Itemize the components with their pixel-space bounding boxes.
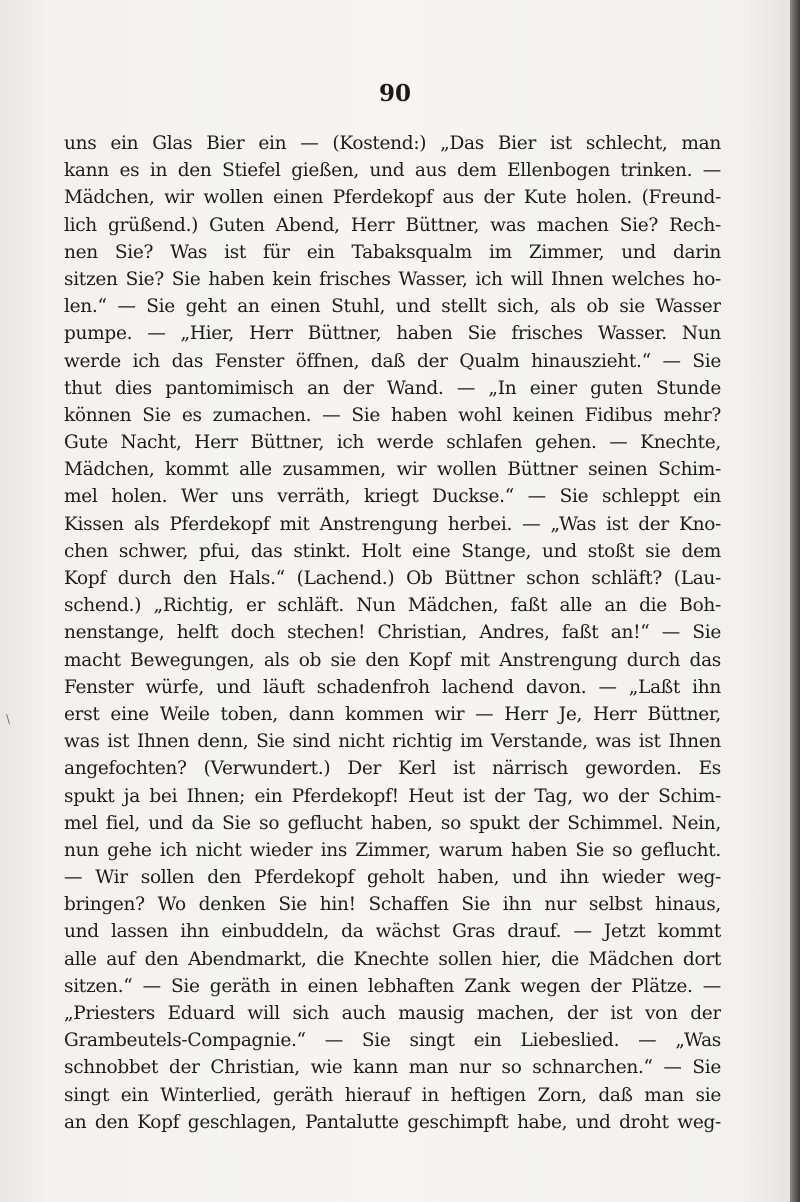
text-line: Mädchen, kommt alle zusammen, wir wollen Büttner seinen Schim- <box>64 459 721 481</box>
text-line: Fenster würfe, und läuft schadenfroh lachend davon. — „Laßt ihn <box>64 676 721 698</box>
text-line: uns ein Glas Bier ein — (Kostend:) „Das Bier ist schlecht, man <box>64 133 721 154</box>
text-line: mel holen. Wer uns verräth, kriegt Duckse.“ — Sie schleppt ein <box>64 486 721 508</box>
text-line: Gute Nacht, Herr Büttner, ich werde schlafen gehen. — Knechte, <box>64 432 721 454</box>
text-line: singt ein Winterlied, geräth hierauf in heftigen Zorn, daß man sie <box>64 1084 721 1106</box>
text-line: nenstange, helft doch stechen! Christian, Andres, faßt an!“ — Sie <box>64 622 721 644</box>
text-line: mel fiel, und da Sie so geflucht haben, so spukt der Schimmel. Nein, <box>64 812 721 834</box>
text-line: erst eine Weile toben, dann kommen wir — Herr Je, Herr Büttner, <box>64 703 721 725</box>
text-line: was ist Ihnen denn, Sie sind nicht richtig im Verstande, was ist Ihnen <box>64 731 721 753</box>
body-text <box>64 130 721 1136</box>
text-line: können Sie es zumachen. — Sie haben wohl keinen Fidibus mehr? <box>64 404 721 426</box>
text-line: nen Sie? Was ist für ein Tabaksqualm im Zimmer, und darin <box>64 241 721 263</box>
margin-mark: \ <box>6 712 11 726</box>
text-line: werde ich das Fenster öffnen, daß der Qualm hinauszieht.“ — Sie <box>64 350 721 372</box>
text-line: spukt ja bei Ihnen; ein Pferdekopf! Heut ist der Tag, wo der Schim- <box>64 785 721 807</box>
text-line: Kissen als Pferdekopf mit Anstrengung herbei. — „Was ist der Kno- <box>64 513 721 535</box>
text-line: Mädchen, wir wollen einen Pferdekopf aus der Kute holen. (Freund- <box>64 187 721 209</box>
text-line: nun gehe ich nicht wieder ins Zimmer, warum haben Sie so geflucht. <box>64 839 721 861</box>
text-line: schend.) „Richtig, er schläft. Nun Mädchen, faßt alle an die Boh- <box>64 595 721 617</box>
text-line: sitzen.“ — Sie geräth in einen lebhaften Zank wegen der Plätze. — <box>64 975 721 997</box>
text-line: schnobbet der Christian, wie kann man nur so schnarchen.“ — Sie <box>64 1057 721 1079</box>
text-line: und lassen ihn einbuddeln, da wächst Gras drauf. — Jetzt kommt <box>64 921 721 943</box>
text-line: „Priesters Eduard will sich auch mausig machen, der ist von der <box>64 1003 721 1024</box>
text-line: angefochten? (Verwundert.) Der Kerl ist närrisch geworden. Es <box>64 758 721 780</box>
text-line: Kopf durch den Hals.“ (Lachend.) Ob Büttner schon schläft? (Lau- <box>64 568 721 589</box>
text-line: lich grüßend.) Guten Abend, Herr Büttner, was machen Sie? Rech- <box>64 214 721 236</box>
text-line: — Wir sollen den Pferdekopf geholt haben, und ihn wieder weg- <box>64 867 721 889</box>
text-line: len.“ — Sie geht an einen Stuhl, und stellt sich, als ob sie Wasser <box>64 296 721 318</box>
text-line: sitzen Sie? Sie haben kein frisches Wasser, ich will Ihnen welches ho- <box>64 268 721 290</box>
text-line: Grambeutels-Compagnie.“ — Sie singt ein Liebeslied. — „Was <box>64 1030 721 1052</box>
text-line: thut dies pantomimisch an der Wand. — „In einer guten Stunde <box>64 377 721 399</box>
text-line: alle auf den Abendmarkt, die Knechte sollen hier, die Mädchen dort <box>64 948 721 970</box>
page-number: 90 <box>378 80 411 107</box>
text-line: macht Bewegungen, als ob sie den Kopf mit Anstrengung durch das <box>64 649 721 671</box>
text-line: kann es in den Stiefel gießen, und aus dem Ellenbogen trinken. — <box>64 160 721 182</box>
text-line: pumpe. — „Hier, Herr Büttner, haben Sie frisches Wasser. Nun <box>64 323 721 345</box>
text-line: an den Kopf geschlagen, Pantalutte geschimpft habe, und droht weg- <box>64 1111 721 1133</box>
text-line: bringen? Wo denken Sie hin! Schaffen Sie ihn nur selbst hinaus, <box>64 894 721 916</box>
page-edge-shadow <box>790 0 800 1202</box>
text-line: chen schwer, pfui, das stinkt. Holt eine Stange, und stoßt sie dem <box>64 540 721 562</box>
